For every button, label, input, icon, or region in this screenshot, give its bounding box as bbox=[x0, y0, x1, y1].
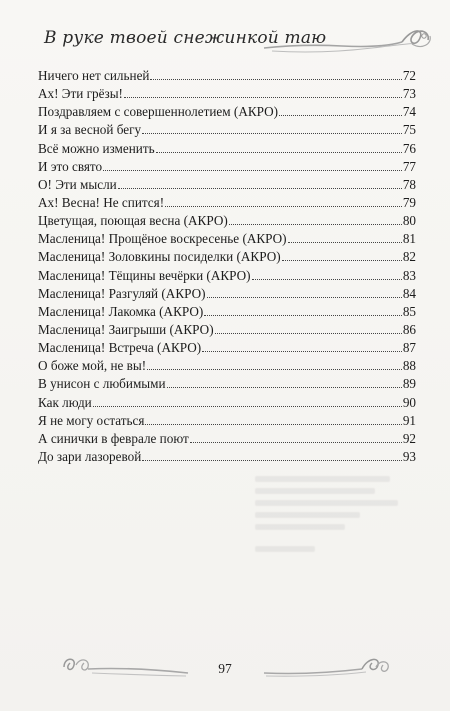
toc-entry-title: До зари лазоревой bbox=[38, 448, 142, 464]
toc-entry bbox=[38, 321, 416, 339]
toc-entry bbox=[38, 121, 416, 139]
ribbon-swirl-icon bbox=[262, 24, 434, 60]
toc-entry-title: Масленица! Прощёное воскресенье (АКРО) bbox=[38, 231, 287, 247]
toc-dot-leader bbox=[252, 279, 402, 280]
toc-entry-page: 91 bbox=[402, 412, 416, 428]
toc-entry bbox=[38, 230, 416, 248]
toc-entry-title: Масленица! Золовкины посиделки (АКРО) bbox=[38, 249, 281, 265]
running-header bbox=[44, 24, 424, 64]
toc-entry-title: А синички в феврале поют bbox=[38, 430, 189, 446]
toc-dot-leader bbox=[142, 460, 402, 461]
toc-entry-page: 76 bbox=[402, 140, 416, 156]
toc-dot-leader bbox=[165, 206, 402, 207]
toc-entry-title: Ах! Эти грёзы! bbox=[38, 86, 123, 102]
toc-entry-title: Масленица! Лакомка (АКРО) bbox=[38, 303, 204, 319]
toc-dot-leader bbox=[147, 369, 402, 370]
toc-entry bbox=[38, 267, 416, 285]
toc-dot-leader bbox=[156, 152, 402, 153]
toc-entry bbox=[38, 140, 416, 158]
toc-entry-page: 79 bbox=[402, 194, 416, 210]
toc-entry bbox=[38, 448, 416, 466]
toc-entry-page: 87 bbox=[402, 340, 416, 356]
toc-entry-page: 77 bbox=[402, 158, 416, 174]
toc-entry-title: Всё можно изменить bbox=[38, 140, 155, 156]
toc-entry-page: 84 bbox=[402, 285, 416, 301]
toc-dot-leader bbox=[215, 333, 402, 334]
toc-entry bbox=[38, 103, 416, 121]
toc-entry bbox=[38, 394, 416, 412]
toc-entry-title: О! Эти мысли bbox=[38, 176, 117, 192]
toc-entry-title: Цветущая, поющая весна (АКРО) bbox=[38, 213, 228, 229]
toc-dot-leader bbox=[167, 387, 402, 388]
toc-entry-page: 90 bbox=[402, 394, 416, 410]
ribbon-swirl-icon bbox=[262, 653, 392, 683]
toc-dot-leader bbox=[142, 133, 402, 134]
toc-entry-page: 74 bbox=[402, 104, 416, 120]
toc-entry bbox=[38, 357, 416, 375]
toc-dot-leader bbox=[207, 297, 402, 298]
toc-dot-leader bbox=[282, 260, 402, 261]
toc-entry-page: 73 bbox=[402, 86, 416, 102]
toc-dot-leader bbox=[279, 115, 402, 116]
toc-dot-leader bbox=[103, 170, 402, 171]
toc-entry-page: 78 bbox=[402, 176, 416, 192]
toc-entry-page: 85 bbox=[402, 303, 416, 319]
toc-entry-page: 92 bbox=[402, 430, 416, 446]
toc-entry-title: Масленица! Заигрыши (АКРО) bbox=[38, 321, 214, 337]
toc-entry-page: 93 bbox=[402, 448, 416, 464]
toc-entry bbox=[38, 85, 416, 103]
toc-dot-leader bbox=[145, 424, 401, 425]
toc-entry-title: Масленица! Встреча (АКРО) bbox=[38, 340, 202, 356]
toc-entry-page: 72 bbox=[402, 68, 416, 83]
toc-entry-title: И я за весной бегу bbox=[38, 122, 142, 138]
toc-entry bbox=[38, 412, 416, 430]
toc-entry-page: 89 bbox=[402, 376, 416, 392]
toc-entry-page: 81 bbox=[402, 231, 416, 247]
toc-entry-title: В унисон с любимыми bbox=[38, 376, 166, 392]
toc-entry bbox=[38, 285, 416, 303]
toc-entry-page: 83 bbox=[402, 267, 416, 283]
toc-dot-leader bbox=[118, 188, 402, 189]
toc-entry bbox=[38, 194, 416, 212]
toc-entry bbox=[38, 430, 416, 448]
toc-dot-leader bbox=[202, 351, 402, 352]
toc-entry-title: Поздравляем с совершеннолетием (АКРО) bbox=[38, 104, 279, 120]
page-footer bbox=[0, 645, 450, 685]
toc-entry-page: 80 bbox=[402, 213, 416, 229]
toc-dot-leader bbox=[124, 97, 402, 98]
toc-dot-leader bbox=[288, 242, 402, 243]
toc-entry-title: О боже мой, не вы! bbox=[38, 358, 147, 374]
toc-entry-title: И это свято bbox=[38, 158, 103, 174]
toc-entry-title: Масленица! Разгуляй (АКРО) bbox=[38, 285, 206, 301]
toc-entry-title: Как люди bbox=[38, 394, 92, 410]
reverse-page-bleed bbox=[255, 470, 405, 590]
toc-entry bbox=[38, 303, 416, 321]
toc-dot-leader bbox=[229, 224, 402, 225]
toc-entry-page: 88 bbox=[402, 358, 416, 374]
toc-dot-leader bbox=[190, 442, 402, 443]
table-of-contents bbox=[38, 67, 416, 466]
running-title: В руке твоей снежинкой таю bbox=[44, 28, 327, 48]
toc-entry-page: 75 bbox=[402, 122, 416, 138]
toc-entry bbox=[38, 212, 416, 230]
toc-entry-title: Я не могу остаться bbox=[38, 412, 145, 428]
toc-entry bbox=[38, 176, 416, 194]
toc-entry bbox=[38, 375, 416, 393]
toc-entry bbox=[38, 158, 416, 176]
toc-entry-title: Ничего нет сильней bbox=[38, 68, 150, 83]
toc-dot-leader bbox=[93, 406, 402, 407]
toc-dot-leader bbox=[150, 79, 401, 80]
toc-entry-page: 86 bbox=[402, 321, 416, 337]
toc-entry-title: Ах! Весна! Не спится! bbox=[38, 194, 165, 210]
toc-entry bbox=[38, 339, 416, 357]
page-number: 97 bbox=[218, 661, 232, 676]
toc-entry bbox=[38, 248, 416, 266]
toc-entry bbox=[38, 67, 416, 85]
toc-entry-title: Масленица! Тёщины вечёрки (АКРО) bbox=[38, 267, 251, 283]
toc-dot-leader bbox=[204, 315, 402, 316]
toc-entry-page: 82 bbox=[402, 249, 416, 265]
